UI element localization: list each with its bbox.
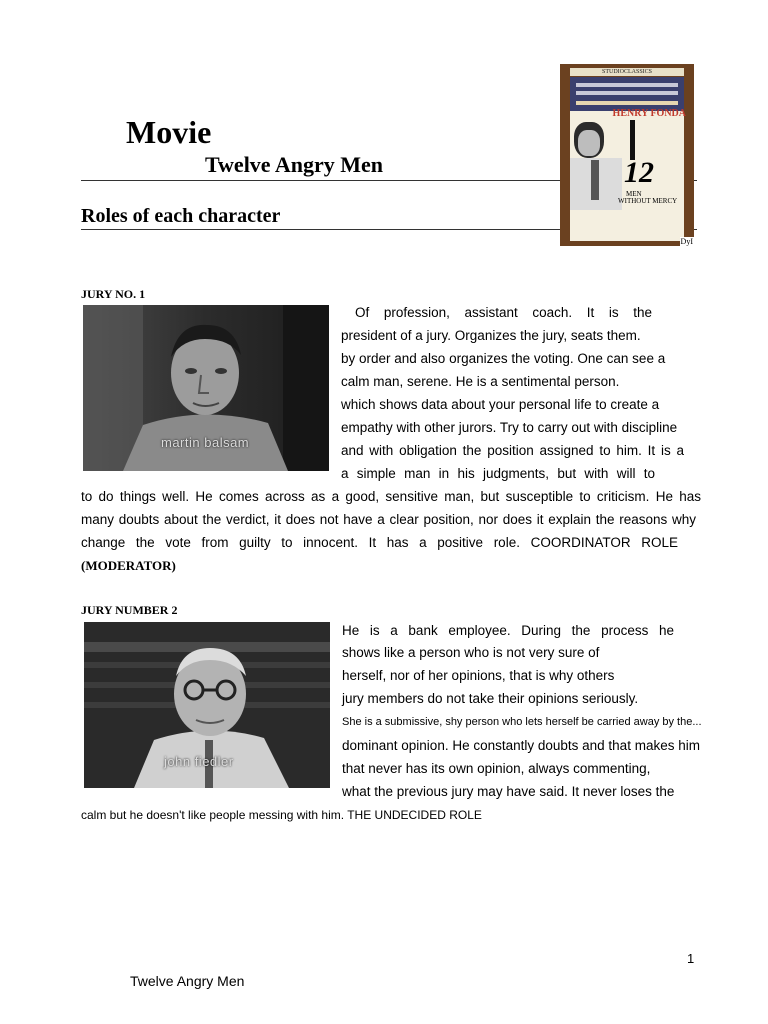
jury-1-text-line: many doubts about the verdict, it does not have a clear position, nor does it explain the reasons why (81, 512, 696, 527)
jury-2-photo (84, 622, 330, 788)
jury-1-text-line: calm man, serene. He is a sentimental person. (341, 374, 620, 389)
jury-1-text-line: president of a jury. Organizes the jury, seats them. (341, 328, 641, 343)
jury-2-text-line: herself, nor of her opinions, that is why others (342, 668, 615, 683)
jury-2-photo-caption: john fiedler (164, 754, 234, 769)
jury-1-photo (83, 305, 329, 471)
section-heading: Roles of each character (81, 205, 281, 227)
jury-1-photo-caption: martin balsam (161, 435, 250, 450)
jury-2-text-line: shows like a person who is not very sure of (342, 645, 600, 660)
poster-corner-mark: DyI (680, 237, 693, 246)
jury-1-text-line: by order and also organizes the voting. One can see a (341, 351, 666, 366)
poster-jury-band (570, 77, 684, 111)
movie-poster-image (560, 64, 694, 246)
poster-banner: STUDIOCLASSICS (570, 68, 684, 76)
jury-1-text-line: change the vote from guilty to innocent. It has a positive role. COORDINATOR ROLE (81, 535, 678, 550)
jury-2-text-line: dominant opinion. He constantly doubts and that makes him (342, 738, 700, 753)
jury-1-role-tag: (MODERATOR) (81, 558, 176, 573)
jury-1-text-line: which shows data about your personal life to create a (341, 397, 660, 412)
footer-text: Twelve Angry Men (130, 973, 245, 989)
jury-1-text-line: a simple man in his judgments, but with will to (341, 466, 655, 481)
jury-1-text-line: Of profession, assistant coach. It is the (355, 305, 652, 320)
jury-2-text-line: calm but he doesn't like people messing with him. THE UNDECIDED ROLE (81, 808, 482, 822)
jury-2-text-line: She is a submissive, shy person who lets herself be carried away by the... (342, 716, 702, 728)
jury-2-text-line: He is a bank employee. During the process he (342, 623, 674, 638)
jury-1-label: JURY NO. 1 (81, 287, 146, 301)
jury-1-text-line: empathy with other jurors. Try to carry out with discipline (341, 420, 678, 435)
poster-figure-face (578, 130, 600, 156)
poster-subtitle-2: WITHOUT MERCY (618, 197, 678, 205)
poster-knife (630, 120, 635, 160)
poster-actor-name: HENRY FONDA (612, 108, 686, 119)
document-title: Movie (126, 114, 212, 150)
jury-2-text-line: jury members do not take their opinions seriously. (342, 691, 639, 706)
page-number: 1 (687, 951, 695, 966)
poster-subtitle-1: MEN (626, 190, 642, 198)
jury-1-text-line: to do things well. He comes across as a good, sensitive man, but susceptible to criticism. He has (81, 489, 701, 504)
jury-2-label: JURY NUMBER 2 (81, 603, 178, 617)
document-subtitle: Twelve Angry Men (205, 152, 384, 177)
poster-figure-tie (591, 160, 599, 200)
jury-2-text-line: that never has its own opinion, always commenting, (342, 761, 651, 776)
poster-number: 12 (624, 156, 654, 189)
jury-1-text-line: and with obligation the position assigned to him. It is a (341, 443, 684, 458)
jury-2-text-line: what the previous jury may have said. It never loses the (342, 784, 675, 799)
